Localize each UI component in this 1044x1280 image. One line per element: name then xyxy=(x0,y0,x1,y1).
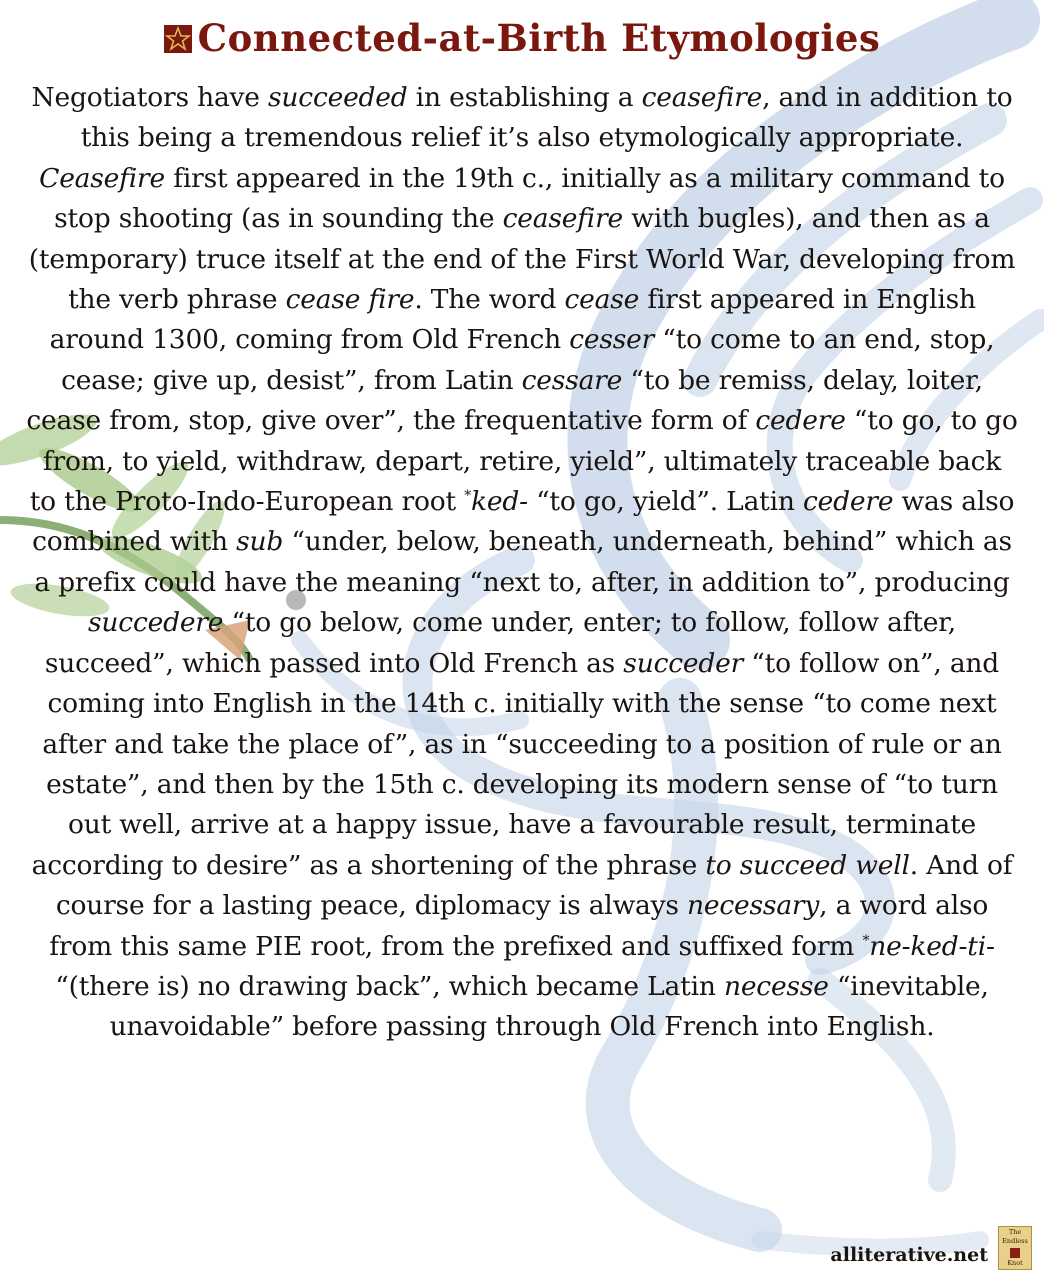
text-run: “inevitable, unavoidable” before passing through Old French into English. xyxy=(109,970,989,1043)
reconstructed-marker: * xyxy=(464,488,471,505)
text-run: with bugles), and then as a (temporary) truce itself at the end of the First World War, developing from the verb phrase xyxy=(28,203,1016,316)
page-title xyxy=(0,16,1044,60)
text-run: . The word xyxy=(414,284,565,316)
italic-term: cease fire xyxy=(285,284,415,316)
site-url[interactable]: alliterative.net xyxy=(830,1244,988,1266)
text-run: “(there is) no drawing back”, which became Latin xyxy=(55,970,724,1002)
reconstructed-marker: * xyxy=(862,932,870,949)
text-run: “under, below, beneath, underneath, behind” which as a prefix could have the meaning “next to, after, in addition to”, producing xyxy=(34,526,1012,598)
endless-knot-badge xyxy=(998,1226,1032,1270)
italic-term: succeeded xyxy=(268,82,408,113)
article-body xyxy=(26,78,1018,1048)
text-run: , and in addition to this being a tremendous relief it’s also etymologically appropriate. xyxy=(80,82,1013,154)
text-run: was also combined with xyxy=(32,486,1015,558)
title-text: Connected-at-Birth Etymologies xyxy=(197,16,881,60)
italic-term: Ceasefire xyxy=(39,162,165,194)
text-run: “to go, to go from, to yield, withdraw, depart, retire, yield”, ultimately traceable back to the Proto-Indo-European root xyxy=(29,405,1018,518)
text-run: “to go below, come under, enter; to follow, follow after, succeed”, which passed into Old French as xyxy=(44,607,956,679)
pentacle-knot-icon xyxy=(164,25,192,53)
text-run: first appeared in the 19th c., initially as a military command to stop shooting (as in sounding the xyxy=(54,162,1005,235)
badge-line: Endless xyxy=(1002,1237,1028,1246)
italic-term: ne-ked-ti- xyxy=(869,930,995,962)
text-run: “to be remiss, delay, loiter, cease from, stop, give over”, the frequentative form of xyxy=(26,364,983,437)
italic-term: cessare xyxy=(521,364,623,396)
italic-term: ked- xyxy=(471,486,528,518)
text-run: “to follow on”, and coming into English in the 14th c. initially with the sense “to come next after and take the place of”, as in “succeeding to a position of rule or an estate”, and then by the 15th c. developing its modern sense of “to turn out well, arrive at a happy issue, have a favourable result, terminate according to desire” as a shortening of the phrase xyxy=(31,647,1002,881)
italic-term: cedere xyxy=(803,486,894,518)
badge-line: Knot xyxy=(1007,1258,1023,1267)
text-run: , a word also from this same PIE root, from the prefixed and suffixed form xyxy=(49,890,989,962)
text-run: “to come to an end, stop, cease; give up, desist”, from Latin xyxy=(61,324,995,396)
italic-term: ceasefire xyxy=(502,203,624,235)
italic-term: to succeed well xyxy=(705,849,910,881)
text-run: “to go, yield”. Latin xyxy=(527,486,803,518)
text-run: first appeared in English around 1300, coming from Old French xyxy=(49,284,976,356)
italic-term: cedere xyxy=(755,405,846,437)
italic-term: necesse xyxy=(723,970,829,1002)
badge-line: The xyxy=(1008,1228,1022,1236)
italic-term: necessary xyxy=(687,890,820,922)
italic-term: cease xyxy=(564,284,640,316)
italic-term: cesser xyxy=(569,324,655,356)
italic-term: succeder xyxy=(623,647,744,679)
text-run: . And of course for a lasting peace, diplomacy is always xyxy=(55,849,1013,922)
text-run: Negotiators have xyxy=(31,82,269,113)
italic-term: ceasefire xyxy=(641,82,763,113)
text-run: in establishing a xyxy=(407,82,642,113)
knot-icon xyxy=(1010,1248,1020,1258)
italic-term: succedere xyxy=(88,607,224,639)
italic-term: sub xyxy=(236,526,284,558)
